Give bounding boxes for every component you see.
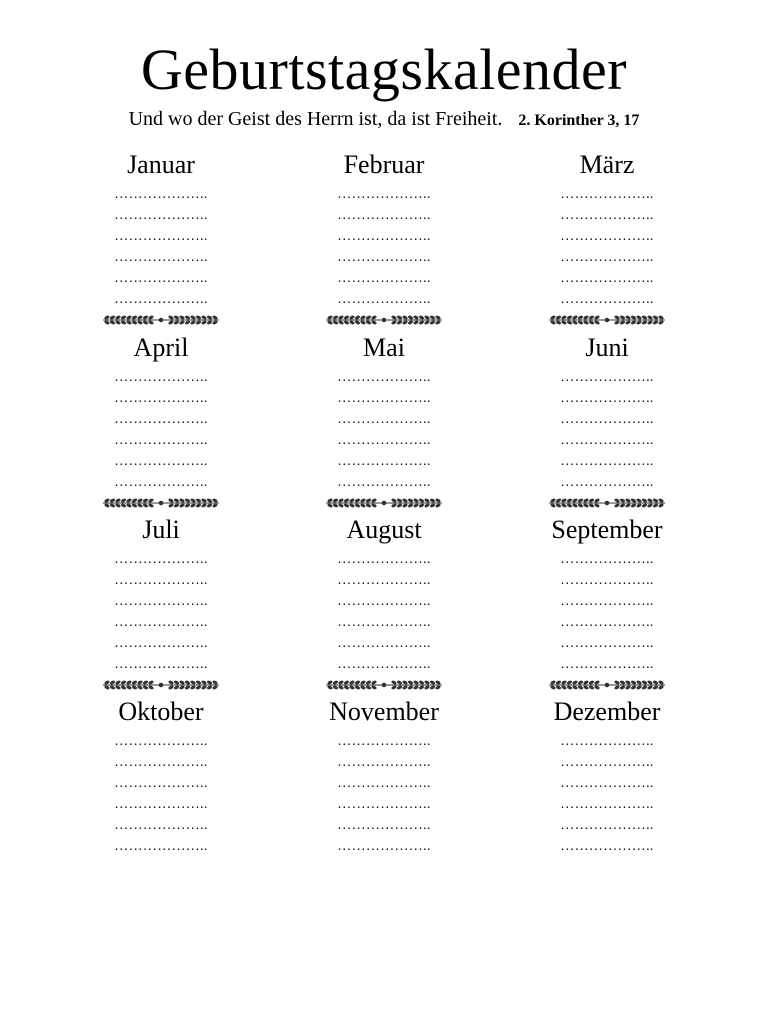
birthday-entry-line: ……………….. bbox=[337, 573, 431, 588]
birthday-entry-line: ……………….. bbox=[337, 208, 431, 223]
laurel-divider-icon bbox=[547, 313, 667, 327]
birthday-entry-line: ……………….. bbox=[560, 615, 654, 630]
birthday-entry-line: ……………….. bbox=[560, 734, 654, 749]
birthday-line-list bbox=[279, 184, 489, 310]
birthday-entry-line: ……………….. bbox=[337, 594, 431, 609]
birthday-entry-line: ……………….. bbox=[560, 776, 654, 791]
birthday-entry-line: ……………….. bbox=[114, 636, 208, 651]
month-3 bbox=[502, 150, 712, 310]
birthday-entry-line: ……………….. bbox=[560, 412, 654, 427]
birthday-entry-line: ……………….. bbox=[560, 370, 654, 385]
birthday-entry-line: ……………….. bbox=[337, 552, 431, 567]
birthday-entry-line: ……………….. bbox=[560, 797, 654, 812]
birthday-entry-line: ……………….. bbox=[337, 391, 431, 406]
birthday-entry-line: ……………….. bbox=[337, 250, 431, 265]
month-name: April bbox=[133, 333, 189, 362]
birthday-entry-line: ……………….. bbox=[337, 839, 431, 854]
birthday-entry-line: ……………….. bbox=[114, 552, 208, 567]
birthday-entry-line: ……………….. bbox=[560, 839, 654, 854]
birthday-entry-line: ……………….. bbox=[114, 475, 208, 490]
birthday-entry-line: ……………….. bbox=[114, 657, 208, 672]
birthday-entry-line: ……………….. bbox=[560, 573, 654, 588]
laurel-divider-icon bbox=[101, 678, 221, 692]
verse-row bbox=[0, 106, 768, 134]
birthday-entry-line: ……………….. bbox=[337, 370, 431, 385]
month-10 bbox=[56, 697, 266, 857]
month-name: November bbox=[329, 697, 439, 726]
laurel-divider-icon bbox=[547, 678, 667, 692]
birthday-entry-line: ……………….. bbox=[560, 187, 654, 202]
birthday-entry-line: ……………….. bbox=[560, 229, 654, 244]
birthday-entry-line: ……………….. bbox=[337, 187, 431, 202]
birthday-entry-line: ……………….. bbox=[560, 433, 654, 448]
birthday-entry-line: ……………….. bbox=[337, 292, 431, 307]
birthday-entry-line: ……………….. bbox=[337, 412, 431, 427]
month-name: Februar bbox=[343, 150, 425, 179]
month-12 bbox=[502, 697, 712, 857]
month-7 bbox=[56, 515, 266, 675]
birthday-entry-line: ……………….. bbox=[560, 657, 654, 672]
birthday-entry-line: ……………….. bbox=[114, 370, 208, 385]
birthday-line-list bbox=[502, 549, 712, 675]
month-name: März bbox=[579, 150, 635, 179]
birthday-entry-line: ……………….. bbox=[114, 391, 208, 406]
birthday-line-list bbox=[279, 367, 489, 493]
month-5 bbox=[279, 333, 489, 493]
birthday-entry-line: ……………….. bbox=[337, 615, 431, 630]
month-name: Juli bbox=[142, 515, 180, 544]
birthday-entry-line: ……………….. bbox=[337, 776, 431, 791]
birthday-entry-line: ……………….. bbox=[337, 818, 431, 833]
birthday-entry-line: ……………….. bbox=[337, 657, 431, 672]
birthday-line-list bbox=[56, 184, 266, 310]
birthday-entry-line: ……………….. bbox=[114, 454, 208, 469]
month-8 bbox=[279, 515, 489, 675]
page-title: Geburtstagskalender bbox=[140, 37, 628, 102]
birthday-entry-line: ……………….. bbox=[114, 229, 208, 244]
birthday-entry-line: ……………….. bbox=[114, 187, 208, 202]
birthday-line-list bbox=[502, 731, 712, 857]
month-name: August bbox=[346, 515, 422, 544]
birthday-entry-line: ……………….. bbox=[337, 433, 431, 448]
birthday-entry-line: ……………….. bbox=[560, 454, 654, 469]
birthday-entry-line: ……………….. bbox=[560, 391, 654, 406]
birthday-entry-line: ……………….. bbox=[337, 475, 431, 490]
laurel-divider-icon bbox=[324, 678, 444, 692]
laurel-divider-icon bbox=[547, 496, 667, 510]
birthday-entry-line: ……………….. bbox=[337, 229, 431, 244]
birthday-entry-line: ……………….. bbox=[560, 636, 654, 651]
birthday-entry-line: ……………….. bbox=[114, 433, 208, 448]
birthday-entry-line: ……………….. bbox=[560, 292, 654, 307]
month-11 bbox=[279, 697, 489, 857]
month-name: Mai bbox=[363, 333, 405, 362]
birthday-entry-line: ……………….. bbox=[337, 734, 431, 749]
birthday-entry-line: ……………….. bbox=[560, 250, 654, 265]
laurel-divider-icon bbox=[324, 496, 444, 510]
month-4 bbox=[56, 333, 266, 493]
month-9 bbox=[502, 515, 712, 675]
month-2 bbox=[279, 150, 489, 310]
birthday-entry-line: ……………….. bbox=[114, 818, 208, 833]
birthday-line-list bbox=[279, 549, 489, 675]
birthday-entry-line: ……………….. bbox=[114, 250, 208, 265]
birthday-entry-line: ……………….. bbox=[114, 755, 208, 770]
month-name: Oktober bbox=[118, 697, 204, 726]
birthday-entry-line: ……………….. bbox=[337, 636, 431, 651]
birthday-line-list bbox=[56, 731, 266, 857]
month-6 bbox=[502, 333, 712, 493]
laurel-divider-icon bbox=[101, 313, 221, 327]
birthday-entry-line: ……………….. bbox=[337, 755, 431, 770]
verse-reference: 2. Korinther 3, 17 bbox=[518, 112, 640, 129]
birthday-entry-line: ……………….. bbox=[560, 475, 654, 490]
birthday-entry-line: ……………….. bbox=[560, 594, 654, 609]
birthday-entry-line: ……………….. bbox=[337, 271, 431, 286]
birthday-entry-line: ……………….. bbox=[114, 412, 208, 427]
birthday-entry-line: ……………….. bbox=[560, 208, 654, 223]
month-name: September bbox=[551, 515, 663, 544]
birthday-entry-line: ……………….. bbox=[114, 797, 208, 812]
laurel-divider-icon bbox=[101, 496, 221, 510]
birthday-entry-line: ……………….. bbox=[114, 208, 208, 223]
month-name: Januar bbox=[127, 150, 195, 179]
birthday-entry-line: ……………….. bbox=[114, 271, 208, 286]
birthday-line-list bbox=[56, 367, 266, 493]
birthday-entry-line: ……………….. bbox=[114, 292, 208, 307]
birthday-entry-line: ……………….. bbox=[114, 573, 208, 588]
birthday-line-list bbox=[502, 184, 712, 310]
month-name: Dezember bbox=[553, 697, 661, 726]
birthday-entry-line: ……………….. bbox=[337, 797, 431, 812]
birthday-entry-line: ……………….. bbox=[114, 839, 208, 854]
birthday-entry-line: ……………….. bbox=[560, 818, 654, 833]
birthday-entry-line: ……………….. bbox=[560, 755, 654, 770]
bible-verse: Und wo der Geist des Herrn ist, da ist Freiheit. bbox=[128, 108, 503, 130]
birthday-entry-line: ……………….. bbox=[114, 776, 208, 791]
month-name: Juni bbox=[585, 333, 629, 362]
birthday-entry-line: ……………….. bbox=[114, 734, 208, 749]
birthday-entry-line: ……………….. bbox=[560, 271, 654, 286]
birthday-entry-line: ……………….. bbox=[560, 552, 654, 567]
birthday-line-list bbox=[279, 731, 489, 857]
birthday-entry-line: ……………….. bbox=[114, 594, 208, 609]
birthday-line-list bbox=[56, 549, 266, 675]
birthday-line-list bbox=[502, 367, 712, 493]
month-1 bbox=[56, 150, 266, 310]
laurel-divider-icon bbox=[324, 313, 444, 327]
birthday-entry-line: ……………….. bbox=[114, 615, 208, 630]
birthday-entry-line: ……………….. bbox=[337, 454, 431, 469]
